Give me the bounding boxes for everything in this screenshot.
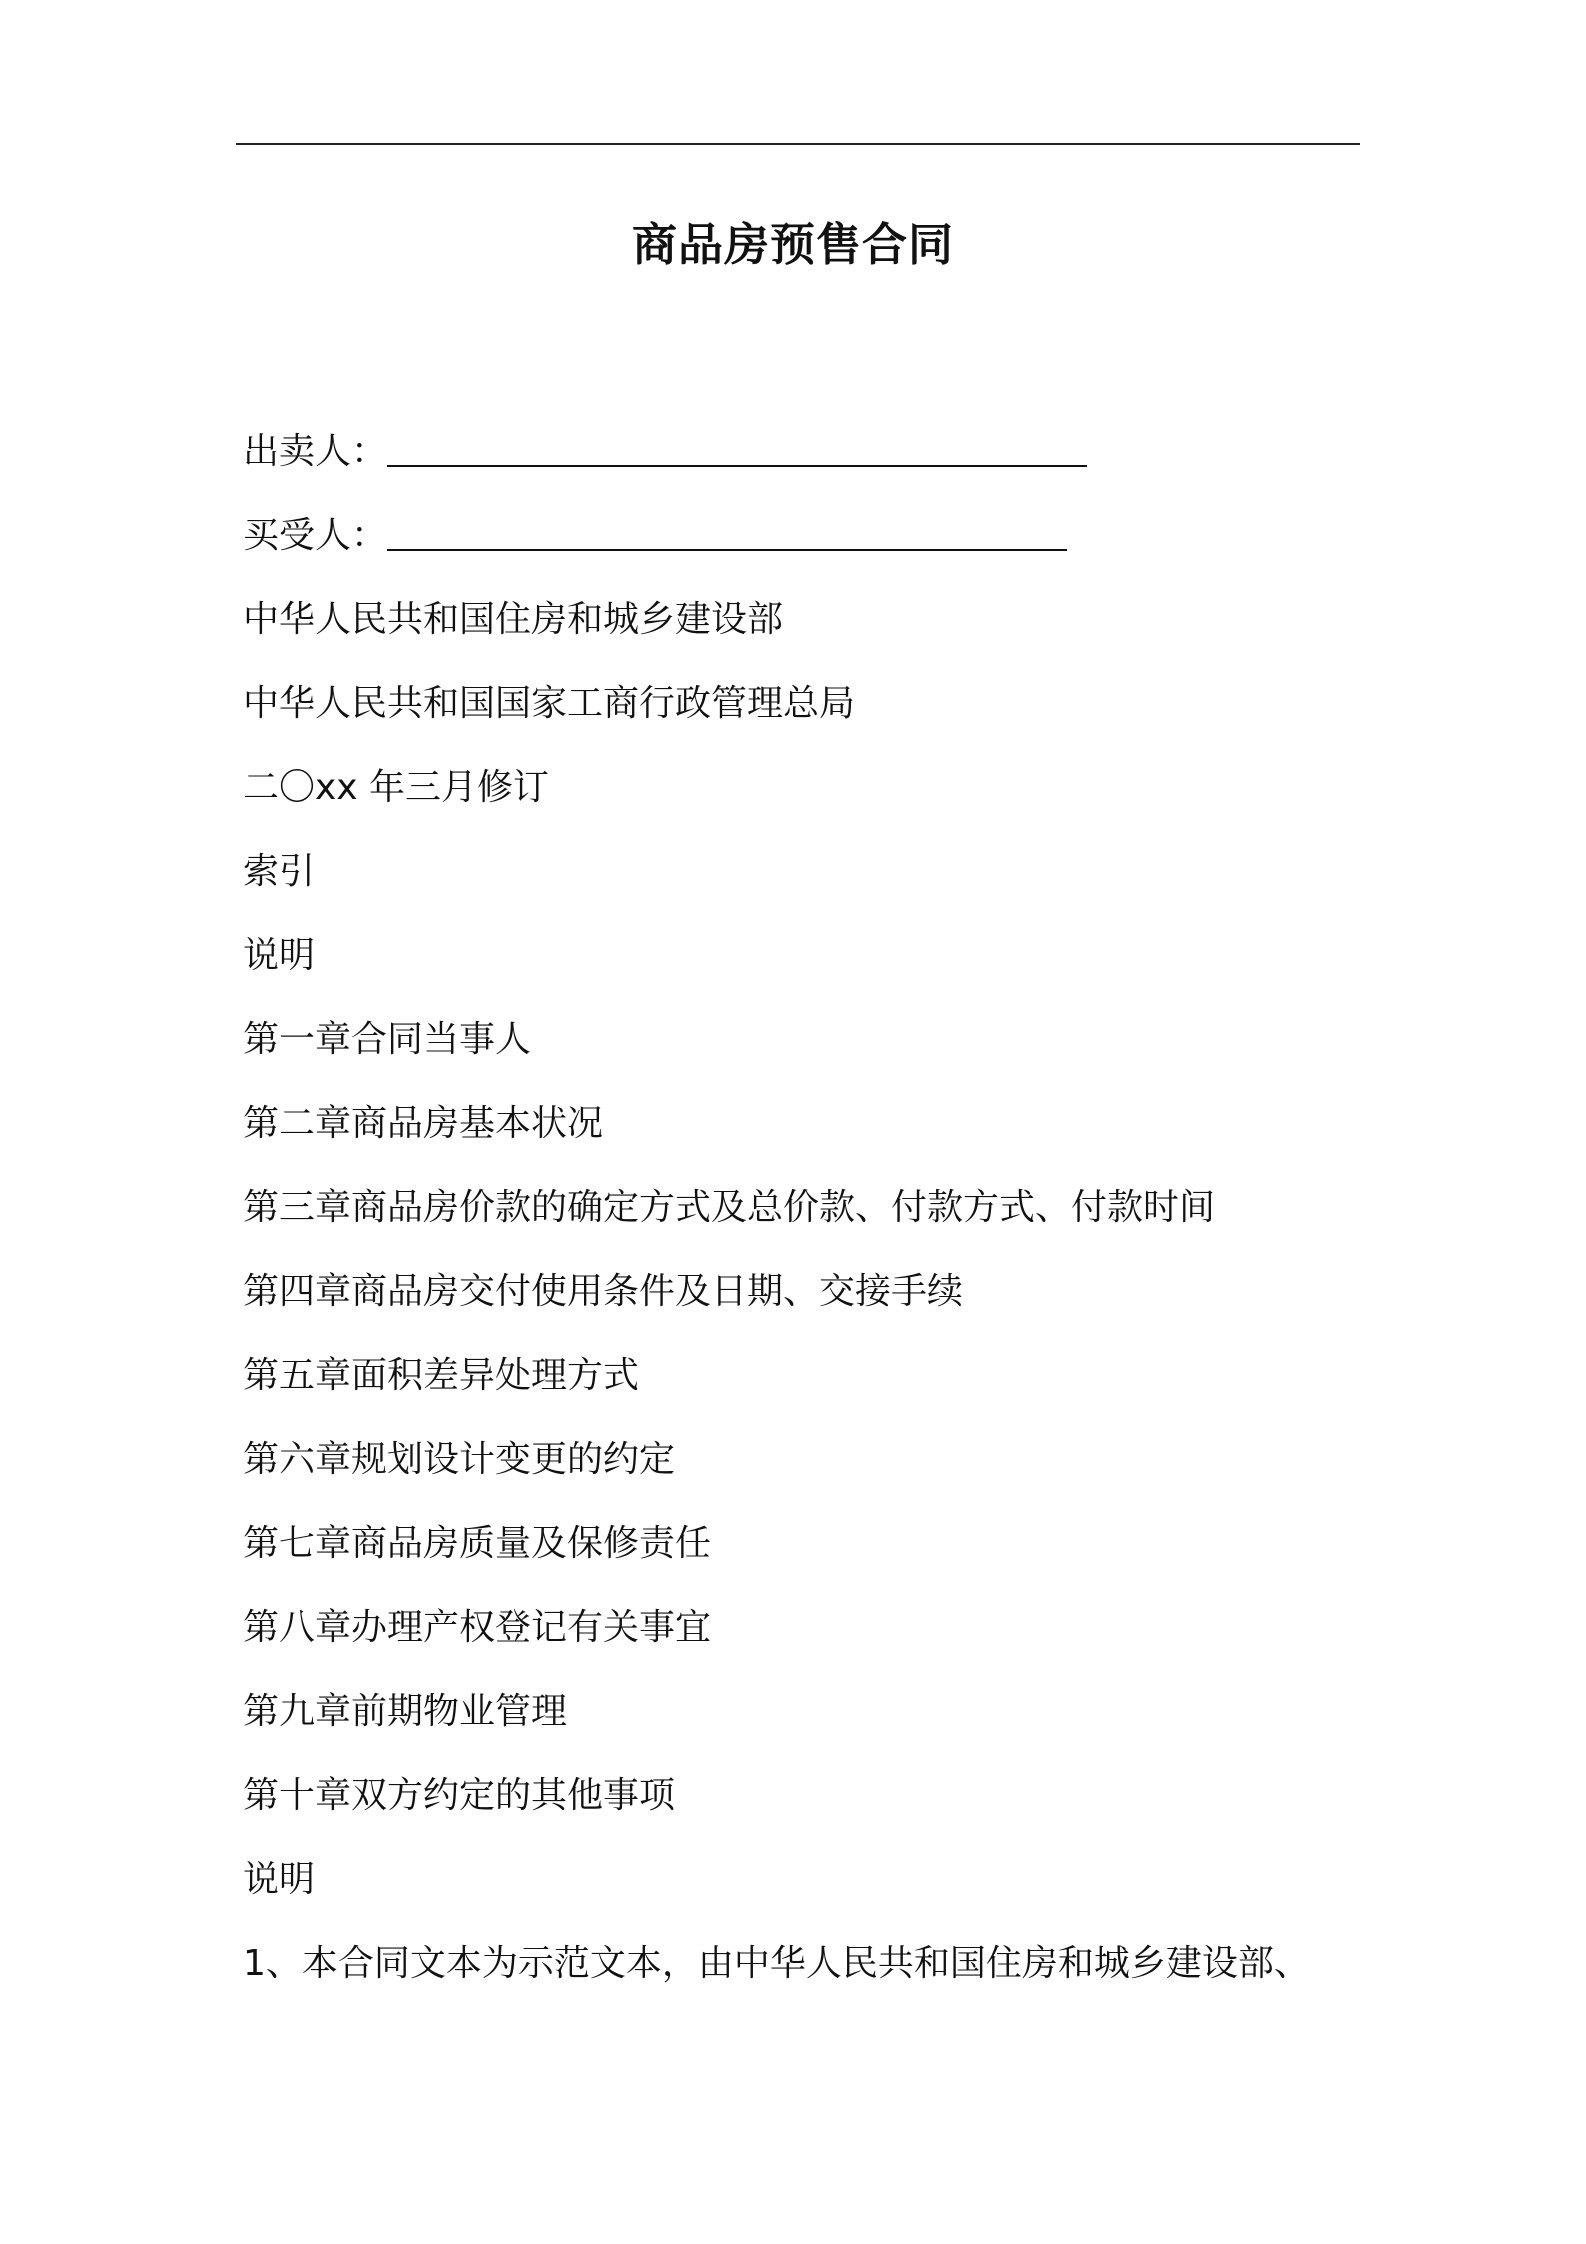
index-item: 第一章合同当事人 bbox=[243, 1019, 532, 1060]
issuer-line: 中华人民共和国住房和城乡建设部 bbox=[243, 599, 784, 640]
buyer-line bbox=[243, 494, 1383, 578]
index-item: 第二章商品房基本状况 bbox=[243, 1103, 604, 1144]
header-rule bbox=[236, 143, 1360, 145]
index-item: 第七章商品房质量及保修责任 bbox=[243, 1523, 712, 1564]
revision-line: 二〇xx 年三月修订 bbox=[243, 767, 550, 808]
document-body bbox=[243, 410, 1383, 2006]
index-item: 第六章规划设计变更的约定 bbox=[243, 1439, 676, 1480]
index-item: 第五章面积差异处理方式 bbox=[243, 1355, 640, 1396]
buyer-blank bbox=[387, 513, 1067, 551]
document-title: 商品房预售合同 bbox=[631, 218, 954, 271]
index-item: 第三章商品房价款的确定方式及总价款、付款方式、付款时间 bbox=[243, 1187, 1216, 1228]
index-item: 第四章商品房交付使用条件及日期、交接手续 bbox=[243, 1271, 964, 1312]
index-heading: 索引 bbox=[243, 851, 316, 892]
issuer-line: 中华人民共和国国家工商行政管理总局 bbox=[243, 683, 856, 724]
buyer-label: 买受人： bbox=[243, 515, 388, 556]
index-item: 说明 bbox=[243, 935, 316, 976]
index-item: 第十章双方约定的其他事项 bbox=[243, 1775, 676, 1816]
note-paragraph: 1、本合同文本为示范文本，由中华人民共和国住房和城乡建设部、 bbox=[243, 1943, 1310, 1984]
seller-blank bbox=[387, 429, 1087, 467]
notes-heading: 说明 bbox=[243, 1859, 316, 1900]
seller-label: 出卖人： bbox=[243, 431, 388, 472]
index-item: 第九章前期物业管理 bbox=[243, 1691, 568, 1732]
seller-line bbox=[243, 410, 1383, 494]
index-item: 第八章办理产权登记有关事宜 bbox=[243, 1607, 712, 1648]
